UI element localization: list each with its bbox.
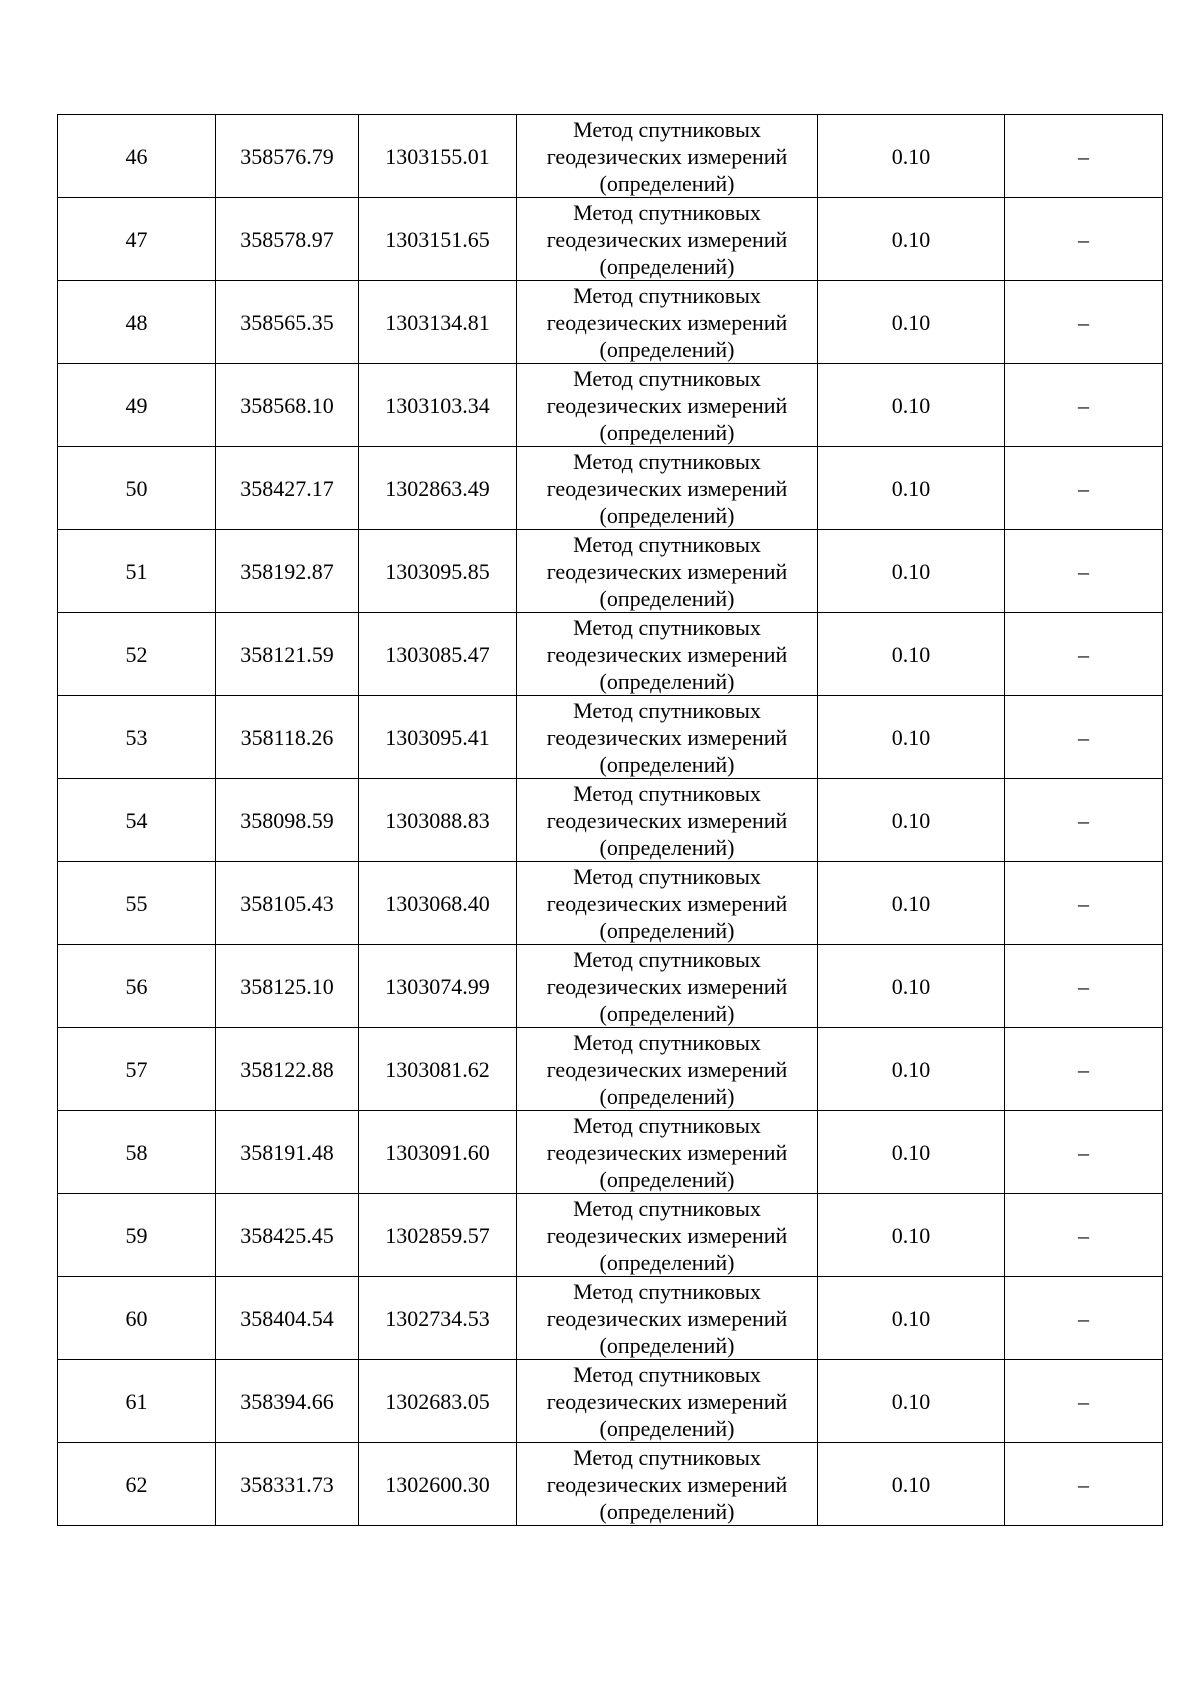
note-cell: – (1005, 1028, 1163, 1111)
accuracy-cell: 0.10 (818, 696, 1005, 779)
method-line: геодезических измерений (546, 1056, 788, 1082)
note-cell: – (1005, 281, 1163, 364)
table-row (58, 530, 1163, 613)
method-cell (517, 945, 818, 1028)
accuracy-cell: 0.10 (818, 779, 1005, 862)
method-line: Метод спутниковых (573, 116, 761, 142)
note-cell: – (1005, 945, 1163, 1028)
point-number-cell: 60 (58, 1277, 216, 1360)
coordinate-y-cell: 1302859.57 (359, 1194, 517, 1277)
method-line: (определений) (599, 253, 735, 279)
accuracy-cell: 0.10 (818, 1111, 1005, 1194)
table-row (58, 1277, 1163, 1360)
method-line: (определений) (599, 668, 735, 694)
table-row (58, 1194, 1163, 1277)
method-line: (определений) (599, 834, 735, 860)
method-line: геодезических измерений (546, 392, 788, 418)
point-number-cell: 49 (58, 364, 216, 447)
method-cell (517, 115, 818, 198)
method-line: Метод спутниковых (573, 1112, 761, 1138)
table-row (58, 613, 1163, 696)
note-cell: – (1005, 779, 1163, 862)
method-line: Метод спутниковых (573, 614, 761, 640)
note-cell: – (1005, 115, 1163, 198)
method-line: геодезических измерений (546, 641, 788, 667)
coordinate-y-cell: 1303134.81 (359, 281, 517, 364)
method-line: геодезических измерений (546, 1222, 788, 1248)
method-line: Метод спутниковых (573, 1361, 761, 1387)
table-row (58, 1360, 1163, 1443)
coordinate-y-cell: 1303091.60 (359, 1111, 517, 1194)
method-line: геодезических измерений (546, 558, 788, 584)
accuracy-cell: 0.10 (818, 613, 1005, 696)
accuracy-cell: 0.10 (818, 1360, 1005, 1443)
accuracy-cell: 0.10 (818, 1277, 1005, 1360)
coordinate-x-cell: 358125.10 (216, 945, 359, 1028)
point-number-cell: 59 (58, 1194, 216, 1277)
method-line: (определений) (599, 336, 735, 362)
coordinate-x-cell: 358568.10 (216, 364, 359, 447)
method-line: Метод спутниковых (573, 697, 761, 723)
method-cell (517, 1443, 818, 1526)
method-line: (определений) (599, 917, 735, 943)
method-cell (517, 613, 818, 696)
method-line: Метод спутниковых (573, 1278, 761, 1304)
method-line: геодезических измерений (546, 1471, 788, 1497)
method-line: геодезических измерений (546, 807, 788, 833)
table-row (58, 945, 1163, 1028)
accuracy-cell: 0.10 (818, 945, 1005, 1028)
accuracy-cell: 0.10 (818, 198, 1005, 281)
method-line: Метод спутниковых (573, 199, 761, 225)
method-line: (определений) (599, 1166, 735, 1192)
coordinate-x-cell: 358425.45 (216, 1194, 359, 1277)
method-line: геодезических измерений (546, 1305, 788, 1331)
point-number-cell: 51 (58, 530, 216, 613)
accuracy-cell: 0.10 (818, 530, 1005, 613)
point-number-cell: 54 (58, 779, 216, 862)
method-cell (517, 530, 818, 613)
method-cell (517, 1028, 818, 1111)
method-cell (517, 779, 818, 862)
coordinate-y-cell: 1303085.47 (359, 613, 517, 696)
method-line: Метод спутниковых (573, 863, 761, 889)
method-line: (определений) (599, 170, 735, 196)
method-line: Метод спутниковых (573, 946, 761, 972)
method-cell (517, 198, 818, 281)
method-line: (определений) (599, 751, 735, 777)
coordinate-x-cell: 358331.73 (216, 1443, 359, 1526)
point-number-cell: 58 (58, 1111, 216, 1194)
coordinate-y-cell: 1302734.53 (359, 1277, 517, 1360)
coordinates-table-body (58, 115, 1163, 1526)
coordinate-x-cell: 358192.87 (216, 530, 359, 613)
method-line: геодезических измерений (546, 724, 788, 750)
coordinate-x-cell: 358394.66 (216, 1360, 359, 1443)
coordinate-x-cell: 358098.59 (216, 779, 359, 862)
table-row (58, 1443, 1163, 1526)
method-line: Метод спутниковых (573, 531, 761, 557)
method-line: геодезических измерений (546, 973, 788, 999)
coordinate-x-cell: 358427.17 (216, 447, 359, 530)
point-number-cell: 46 (58, 115, 216, 198)
method-cell (517, 696, 818, 779)
method-line: (определений) (599, 502, 735, 528)
method-line: геодезических измерений (546, 475, 788, 501)
coordinate-y-cell: 1302863.49 (359, 447, 517, 530)
method-cell (517, 281, 818, 364)
point-number-cell: 61 (58, 1360, 216, 1443)
table-row (58, 198, 1163, 281)
method-line: Метод спутниковых (573, 780, 761, 806)
method-line: Метод спутниковых (573, 1444, 761, 1470)
method-cell (517, 1277, 818, 1360)
coordinate-y-cell: 1302683.05 (359, 1360, 517, 1443)
table-row (58, 281, 1163, 364)
coordinate-y-cell: 1302600.30 (359, 1443, 517, 1526)
coordinate-y-cell: 1303103.34 (359, 364, 517, 447)
coordinate-x-cell: 358404.54 (216, 1277, 359, 1360)
method-line: Метод спутниковых (573, 1195, 761, 1221)
coordinate-x-cell: 358118.26 (216, 696, 359, 779)
method-line: (определений) (599, 585, 735, 611)
coordinate-y-cell: 1303155.01 (359, 115, 517, 198)
note-cell: – (1005, 1360, 1163, 1443)
coordinate-y-cell: 1303081.62 (359, 1028, 517, 1111)
point-number-cell: 57 (58, 1028, 216, 1111)
coordinate-x-cell: 358191.48 (216, 1111, 359, 1194)
coordinate-y-cell: 1303095.85 (359, 530, 517, 613)
method-line: геодезических измерений (546, 143, 788, 169)
method-line: Метод спутниковых (573, 282, 761, 308)
note-cell: – (1005, 1194, 1163, 1277)
accuracy-cell: 0.10 (818, 364, 1005, 447)
coordinate-x-cell: 358105.43 (216, 862, 359, 945)
table-row (58, 1028, 1163, 1111)
coordinate-x-cell: 358578.97 (216, 198, 359, 281)
method-line: (определений) (599, 1249, 735, 1275)
accuracy-cell: 0.10 (818, 115, 1005, 198)
coordinate-x-cell: 358576.79 (216, 115, 359, 198)
table-row (58, 364, 1163, 447)
coordinate-y-cell: 1303074.99 (359, 945, 517, 1028)
coordinate-y-cell: 1303088.83 (359, 779, 517, 862)
coordinate-x-cell: 358565.35 (216, 281, 359, 364)
method-line: (определений) (599, 1498, 735, 1524)
coordinate-y-cell: 1303151.65 (359, 198, 517, 281)
method-line: геодезических измерений (546, 226, 788, 252)
table-row (58, 115, 1163, 198)
method-cell (517, 1194, 818, 1277)
note-cell: – (1005, 696, 1163, 779)
method-line: геодезических измерений (546, 1388, 788, 1414)
point-number-cell: 47 (58, 198, 216, 281)
method-line: геодезических измерений (546, 1139, 788, 1165)
note-cell: – (1005, 447, 1163, 530)
coordinate-y-cell: 1303068.40 (359, 862, 517, 945)
point-number-cell: 56 (58, 945, 216, 1028)
point-number-cell: 48 (58, 281, 216, 364)
note-cell: – (1005, 364, 1163, 447)
method-cell (517, 364, 818, 447)
table-row (58, 696, 1163, 779)
coordinate-y-cell: 1303095.41 (359, 696, 517, 779)
table-row (58, 1111, 1163, 1194)
method-line: Метод спутниковых (573, 365, 761, 391)
note-cell: – (1005, 1443, 1163, 1526)
method-line: геодезических измерений (546, 309, 788, 335)
method-line: (определений) (599, 1415, 735, 1441)
coordinates-table (57, 114, 1163, 1526)
accuracy-cell: 0.10 (818, 447, 1005, 530)
accuracy-cell: 0.10 (818, 281, 1005, 364)
method-line: (определений) (599, 1083, 735, 1109)
accuracy-cell: 0.10 (818, 1028, 1005, 1111)
coordinate-x-cell: 358121.59 (216, 613, 359, 696)
note-cell: – (1005, 198, 1163, 281)
method-line: (определений) (599, 1000, 735, 1026)
method-cell (517, 1360, 818, 1443)
method-line: геодезических измерений (546, 890, 788, 916)
note-cell: – (1005, 1277, 1163, 1360)
point-number-cell: 55 (58, 862, 216, 945)
table-row (58, 779, 1163, 862)
method-line: Метод спутниковых (573, 448, 761, 474)
point-number-cell: 62 (58, 1443, 216, 1526)
note-cell: – (1005, 613, 1163, 696)
accuracy-cell: 0.10 (818, 1194, 1005, 1277)
point-number-cell: 50 (58, 447, 216, 530)
table-row (58, 862, 1163, 945)
method-line: (определений) (599, 419, 735, 445)
method-cell (517, 862, 818, 945)
method-line: (определений) (599, 1332, 735, 1358)
note-cell: – (1005, 1111, 1163, 1194)
note-cell: – (1005, 862, 1163, 945)
point-number-cell: 52 (58, 613, 216, 696)
table-row (58, 447, 1163, 530)
point-number-cell: 53 (58, 696, 216, 779)
method-line: Метод спутниковых (573, 1029, 761, 1055)
method-cell (517, 1111, 818, 1194)
note-cell: – (1005, 530, 1163, 613)
coordinate-x-cell: 358122.88 (216, 1028, 359, 1111)
accuracy-cell: 0.10 (818, 1443, 1005, 1526)
method-cell (517, 447, 818, 530)
accuracy-cell: 0.10 (818, 862, 1005, 945)
